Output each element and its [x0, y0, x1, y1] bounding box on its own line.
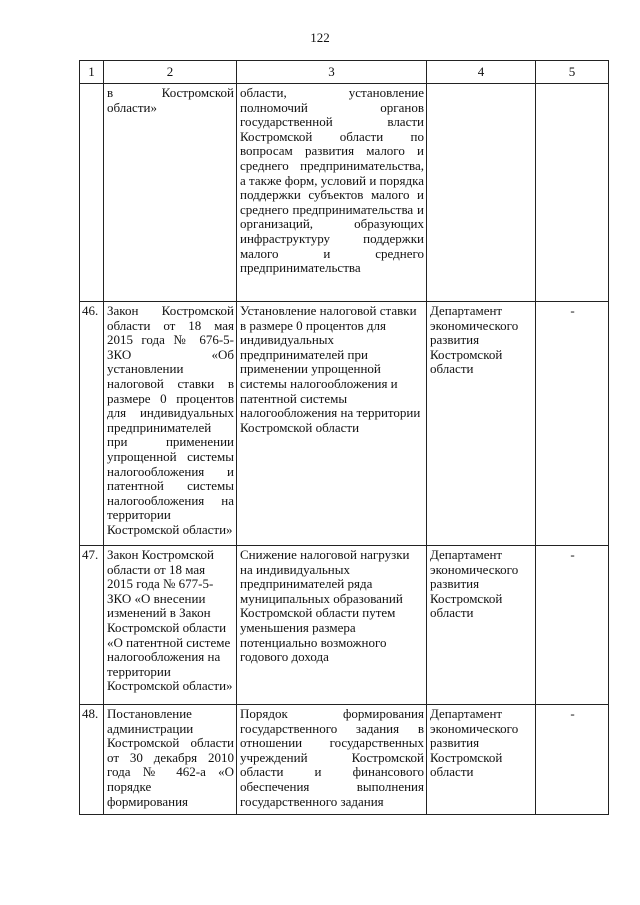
responsible-department: Департамент экономического развития Костромской области — [427, 705, 536, 815]
header-cell: 4 — [427, 61, 536, 84]
table-header-row — [80, 61, 609, 84]
page-number: 122 — [310, 30, 330, 45]
header-cell: 2 — [104, 61, 237, 84]
header-cell: 3 — [237, 61, 427, 84]
table-row — [80, 84, 609, 302]
row-number: 47. — [80, 546, 104, 705]
act-title: в Костромской области» — [104, 84, 237, 302]
note: - — [536, 705, 609, 815]
act-title: Закон Костромской области от 18 мая 2015 года № 676-5-ЗКО «Об установлении налоговой ставки в размере 0 процентов для индивидуальных предпринимателей при применении упрощенной системы налогообложения и патентной системы налогообложения на территории Костромской области» — [104, 302, 237, 546]
act-subject: Снижение налоговой нагрузки на индивидуальных предпринимателей ряда муниципальных образований Костромской области путем уменьшения размера потенциально возможного годового дохода — [237, 546, 427, 705]
header-cell: 1 — [80, 61, 104, 84]
responsible-department — [427, 84, 536, 302]
row-number: 48. — [80, 705, 104, 815]
row-number — [80, 84, 104, 302]
act-subject: области, установление полномочий органов государственной власти Костромской области по вопросам развития малого и среднего предпринимательства, а также форм, условий и порядка поддержки субъектов малого и среднего предпринимательства и организаций, образующих инфраструктуру поддержки малого и среднего предпринимательства — [237, 84, 427, 302]
row-number: 46. — [80, 302, 104, 546]
act-title: Постановление администрации Костромской области от 30 декабря 2010 года № 462-а «О порядке формирования — [104, 705, 237, 815]
act-subject: Порядок формирования государственного задания в отношении государственных учреждений Костромской области и финансового обеспечения выполнения государственного задания — [237, 705, 427, 815]
act-title: Закон Костромской области от 18 мая 2015 года № 677-5-ЗКО «О внесении изменений в Закон Костромской области «О патентной системе налогообложения на территории Костромской области» — [104, 546, 237, 705]
header-cell: 5 — [536, 61, 609, 84]
note: - — [536, 546, 609, 705]
table-row — [80, 546, 609, 705]
act-subject: Установление налоговой ставки в размере 0 процентов для индивидуальных предпринимателей при применении упрощенной системы налогообложения и патентной системы налогообложения на территории Костромской области — [237, 302, 427, 546]
responsible-department: Департамент экономического развития Костромской области — [427, 546, 536, 705]
table-row — [80, 302, 609, 546]
responsible-department: Департамент экономического развития Костромской области — [427, 302, 536, 546]
note: - — [536, 302, 609, 546]
legal-acts-table — [79, 60, 609, 815]
table-row — [80, 705, 609, 815]
note — [536, 84, 609, 302]
